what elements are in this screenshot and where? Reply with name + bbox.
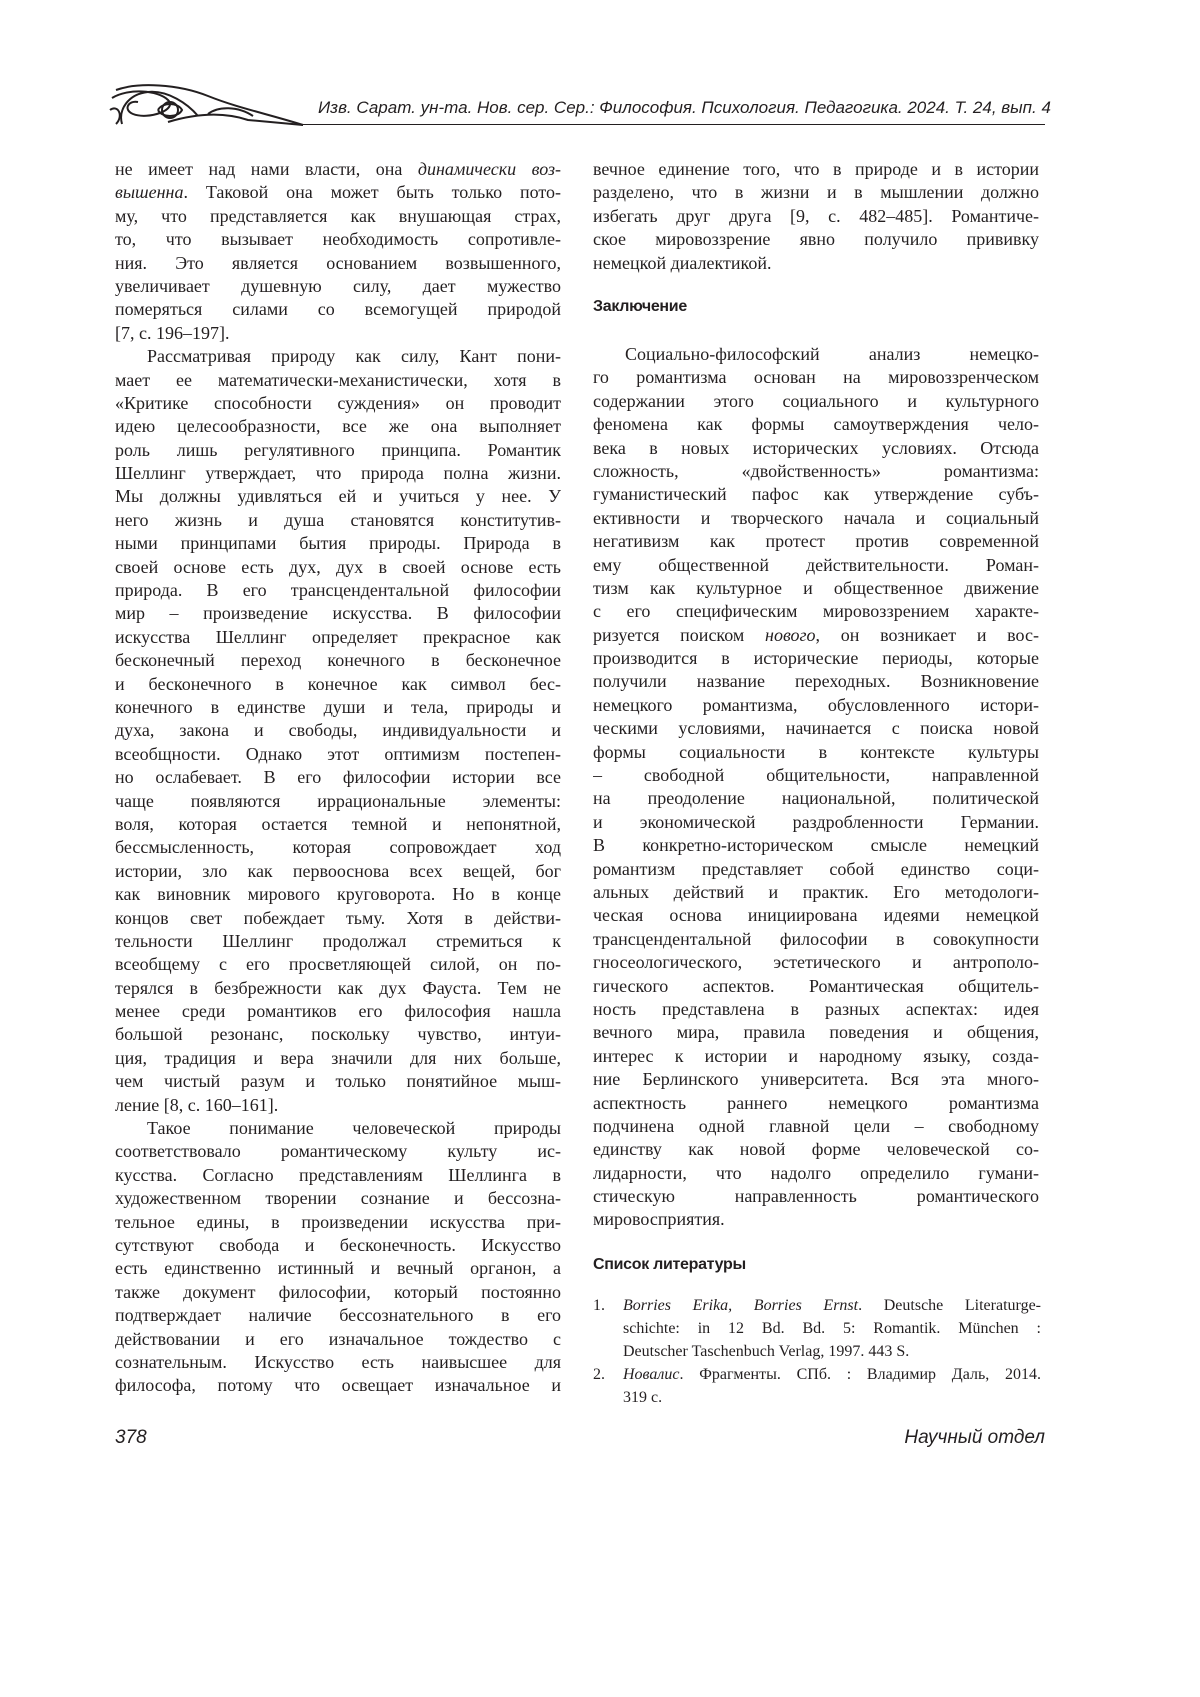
- journal-header: Изв. Сарат. ун-та. Нов. сер. Сер.: Философия. Психология. Педагогика. 2024. Т. 24, вып. 4: [318, 98, 1051, 118]
- text-line: ния. Это является основанием возвышенного,: [115, 252, 561, 275]
- text-line: ему общественной действительности. Роман-: [593, 554, 1039, 577]
- text-line: то, что вызывает необходимость сопротивле-: [115, 228, 561, 251]
- text-line: стическую направленность романтического: [593, 1185, 1039, 1208]
- text-line: тельное едины, в произведении искусства при-: [115, 1211, 561, 1234]
- text-line: негативизм как протест против современной: [593, 530, 1039, 553]
- reference-line: [623, 1363, 1041, 1386]
- text-line: подчинена одной главной цели – свободному: [593, 1115, 1039, 1138]
- text-line: концов свет побеждает тьму. Хотя в действи-: [115, 907, 561, 930]
- text-line: лидарности, что надолго определило гумани-: [593, 1162, 1039, 1185]
- text-line: истории, зло как первооснова всех вещей, бог: [115, 860, 561, 883]
- reference-line: [623, 1294, 1041, 1317]
- text-segment: , он возникает и вос-: [816, 625, 1039, 645]
- text-line: роль лишь регулятивного принципа. Романтик: [115, 439, 561, 462]
- text-segment: . Фрагменты. СПб. : Владимир Даль, 2014.: [679, 1366, 1041, 1383]
- text-line: трансцендентальной философии в совокупности: [593, 928, 1039, 951]
- text-line: ективности и творческого начала и социальный: [593, 507, 1039, 530]
- text-line: кусства. Согласно представлениям Шеллинга в: [115, 1164, 561, 1187]
- text-line: гносеологического, эстетического и антрополо-: [593, 951, 1039, 974]
- text-line: тельности Шеллинг продолжал стремиться к: [115, 930, 561, 953]
- text-line: аспектность раннего немецкого романтизма: [593, 1092, 1039, 1115]
- text-line: ление [8, с. 160–161].: [115, 1094, 561, 1117]
- text-line: и бесконечного в конечное как символ бес-: [115, 673, 561, 696]
- italic-text: нового: [765, 625, 816, 645]
- text-line: феномена как формы самоутверждения чело-: [593, 413, 1039, 436]
- text-line: получили название переходных. Возникновение: [593, 670, 1039, 693]
- text-line: формы социальности в контексте культуры: [593, 741, 1039, 764]
- text-segment: . Таковой она может быть только пото-: [183, 182, 561, 202]
- text-line: Мы должны удивляться ей и учиться у нее. У: [115, 485, 561, 508]
- text-line: действовании и его изначальное тождество с: [115, 1328, 561, 1351]
- text-segment: не имеет над нами власти, она: [115, 159, 418, 179]
- text-line: бессмысленность, которая сопровождает ход: [115, 836, 561, 859]
- references-list: [593, 1294, 1041, 1409]
- text-line: всеобщности. Однако этот оптимизм постепен-: [115, 743, 561, 766]
- paragraph: [115, 1117, 561, 1398]
- text-line: единству как новой форме человеческой со-: [593, 1138, 1039, 1161]
- text-line: подтверждает наличие бессознательного в его: [115, 1304, 561, 1327]
- text-line: конечного в единстве души и тела, природы и: [115, 696, 561, 719]
- text-line: менее среди романтиков его философия нашла: [115, 1000, 561, 1023]
- paragraph: [115, 158, 561, 345]
- italic-text: Новалис: [623, 1366, 679, 1383]
- text-line: ние Берлинского университета. Вся эта много-: [593, 1068, 1039, 1091]
- text-line: также документ философии, который постоянно: [115, 1281, 561, 1304]
- text-line: сутствуют свобода и бесконечность. Искусство: [115, 1234, 561, 1257]
- text-line: разделено, что в жизни и в мышлении должно: [593, 181, 1039, 204]
- text-line: увеличивает душевную силу, дает мужество: [115, 275, 561, 298]
- text-line: немецкого романтизма, обусловленного истори-: [593, 694, 1039, 717]
- text-line: воля, которая остается темной и непонятной,: [115, 813, 561, 836]
- text-line: Социально-философский анализ немецко-: [593, 343, 1039, 366]
- text-line: но ослабевает. В его философии истории все: [115, 766, 561, 789]
- text-line: ское мировоззрение явно получило прививку: [593, 228, 1039, 251]
- text-line: сложность, «двойственность» романтизма:: [593, 460, 1039, 483]
- section-name: Научный отдел: [904, 1427, 1045, 1449]
- header-rule: [300, 124, 1045, 125]
- text-line: всеобщему с его просветляющей силой, он по-: [115, 953, 561, 976]
- text-line: го романтизма основан на мировоззренческом: [593, 366, 1039, 389]
- text-line: [115, 181, 561, 204]
- text-line: большой резонанс, поскольку чувство, интуи-: [115, 1023, 561, 1046]
- text-line: духа, закона и свободы, индивидуальности и: [115, 719, 561, 742]
- text-line: – свободной общительности, направленной: [593, 764, 1039, 787]
- reference-item: [593, 1294, 1041, 1363]
- italic-text: вышенна: [115, 182, 183, 202]
- text-line: него жизнь и душа становятся конститутив-: [115, 509, 561, 532]
- text-line: соответствовало романтическому культу ис-: [115, 1140, 561, 1163]
- text-line: [7, с. 196–197].: [115, 322, 561, 345]
- text-line: вечное единение того, что в природе и в истории: [593, 158, 1039, 181]
- text-line: философа, потому что освещает изначальное и: [115, 1374, 561, 1397]
- art-nouveau-ornament-icon: [108, 80, 308, 130]
- text-line: Такое понимание человеческой природы: [115, 1117, 561, 1140]
- text-line: Шеллинг утверждает, что природа полна жизни.: [115, 462, 561, 485]
- references-heading: Список литературы: [593, 1256, 746, 1274]
- text-line: терялся в безбрежности как дух Фауста. Тем не: [115, 977, 561, 1000]
- text-line: художественном творении сознание и бессозна-: [115, 1187, 561, 1210]
- text-segment: ризуется поиском: [593, 625, 765, 645]
- text-line: избегать друг друга [9, с. 482–485]. Романтиче-: [593, 205, 1039, 228]
- text-line: гического аспектов. Романтическая общитель-: [593, 975, 1039, 998]
- text-line: содержании этого социального и культурного: [593, 390, 1039, 413]
- text-line: с его специфическим мировоззрением характе-: [593, 600, 1039, 623]
- text-line: на преодоление национальной, политической: [593, 787, 1039, 810]
- reference-line: Deutscher Taschenbuch Verlag, 1997. 443 S.: [623, 1340, 1041, 1363]
- reference-line: 319 с.: [623, 1386, 1041, 1409]
- text-line: бесконечный переход конечного в бесконечное: [115, 649, 561, 672]
- paragraph: [593, 158, 1039, 275]
- text-line: ческими условиями, начинается с поиска новой: [593, 717, 1039, 740]
- reference-number: 2.: [593, 1363, 605, 1386]
- text-line: производится в исторические периоды, которые: [593, 647, 1039, 670]
- reference-line: schichte: in 12 Bd. Bd. 5: Romantik. München :: [623, 1317, 1041, 1340]
- text-line: своей основе есть дух, дух в своей основе есть: [115, 556, 561, 579]
- text-line: чем чистый разум и только понятийное мыш-: [115, 1070, 561, 1093]
- text-line: померяться силами со всемогущей природой: [115, 298, 561, 321]
- conclusion-heading: Заключение: [593, 298, 687, 316]
- text-line: и экономической раздробленности Германии.: [593, 811, 1039, 834]
- text-line: тизм как культурное и общественное движение: [593, 577, 1039, 600]
- text-line: природа. В его трансцендентальной философии: [115, 579, 561, 602]
- text-line: есть единственно истинный и вечный органон, а: [115, 1257, 561, 1280]
- text-line: ческая основа инициирована идеями немецкой: [593, 904, 1039, 927]
- text-line: сознательным. Искусство есть наивысшее для: [115, 1351, 561, 1374]
- text-line: [115, 158, 561, 181]
- text-line: немецкой диалектикой.: [593, 252, 1039, 275]
- text-line: [593, 624, 1039, 647]
- right-column-top: [593, 158, 1039, 275]
- italic-text: Borries Erika, Borries Ernst: [623, 1297, 858, 1314]
- paragraph: [593, 343, 1039, 1232]
- text-line: мировосприятия.: [593, 1208, 1039, 1231]
- text-line: «Критике способности суждения» он проводит: [115, 392, 561, 415]
- text-line: идею целесообразности, все же она выполняет: [115, 415, 561, 438]
- text-line: гуманистический пафос как утверждение субъ-: [593, 483, 1039, 506]
- text-line: му, что представляется как внушающая страх,: [115, 205, 561, 228]
- text-line: чаще появляются иррациональные элементы:: [115, 790, 561, 813]
- text-line: Рассматривая природу как силу, Кант пони-: [115, 345, 561, 368]
- page-number: 378: [115, 1427, 147, 1449]
- text-line: альных действий и практик. Его методологи-: [593, 881, 1039, 904]
- left-column: [115, 158, 561, 1398]
- text-line: интерес к истории и народному языку, созда-: [593, 1045, 1039, 1068]
- text-line: века в новых исторических условиях. Отсюда: [593, 437, 1039, 460]
- italic-text: динамически воз-: [418, 159, 561, 179]
- text-line: ность представлена в разных аспектах: идея: [593, 998, 1039, 1021]
- text-line: как виновник мирового круговорота. Но в конце: [115, 883, 561, 906]
- text-segment: . Deutsche Literaturge-: [858, 1297, 1041, 1314]
- text-line: мает ее математически-механистически, хотя в: [115, 369, 561, 392]
- paragraph: [115, 345, 561, 1117]
- conclusion-text: [593, 343, 1039, 1232]
- text-line: романтизм представляет собой единство соци-: [593, 858, 1039, 881]
- reference-item: [593, 1363, 1041, 1409]
- text-line: искусства Шеллинг определяет прекрасное как: [115, 626, 561, 649]
- text-line: вечного мира, правила поведения и общения,: [593, 1021, 1039, 1044]
- text-line: мир – произведение искусства. В философии: [115, 602, 561, 625]
- reference-number: 1.: [593, 1294, 605, 1317]
- text-line: ными принципами бытия природы. Природа в: [115, 532, 561, 555]
- text-line: В конкретно-историческом смысле немецкий: [593, 834, 1039, 857]
- text-line: ция, традиция и вера значили для них больше,: [115, 1047, 561, 1070]
